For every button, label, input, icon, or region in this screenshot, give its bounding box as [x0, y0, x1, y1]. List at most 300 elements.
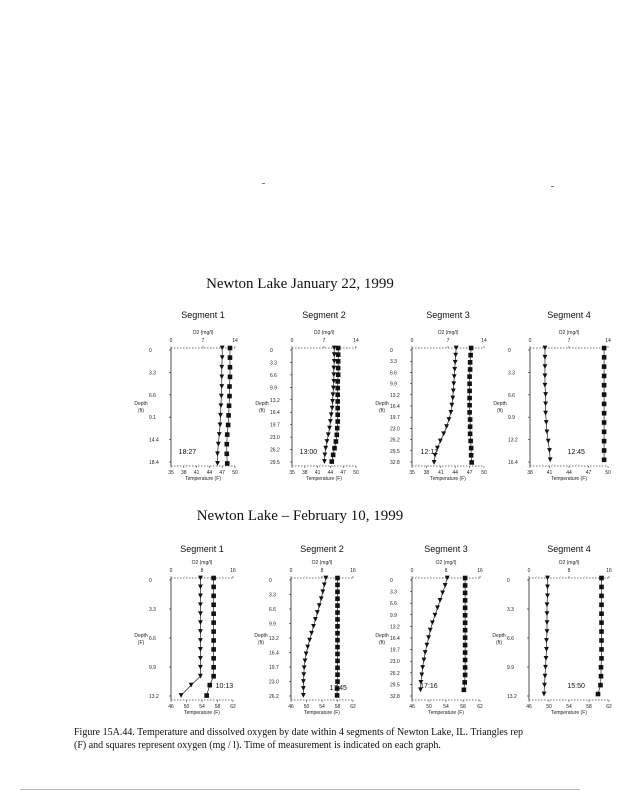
chart-2-oxygen-point-10 [335, 412, 340, 417]
chart-8-oxygen-point-2 [599, 594, 604, 599]
chart-3-temperature-point-9 [448, 410, 453, 415]
chart-3-depth-tick-label: 9.9 [390, 381, 397, 388]
chart-6-temperature-point-3 [319, 596, 324, 601]
chart-8-title: Segment 4 [547, 544, 591, 554]
chart-8-oxygen-point-5 [599, 620, 604, 625]
chart-7-temperature-point-9 [424, 643, 429, 648]
chart-3-oxygen-point-7 [467, 396, 472, 401]
chart-5-temperature-point-4 [198, 611, 203, 616]
chart-5-temperature-point-3 [198, 602, 203, 607]
chart-1-temperature-point-3 [219, 374, 224, 379]
chart-2-temperature-point-13 [326, 432, 331, 437]
chart-8-temperature-point-11 [543, 674, 548, 679]
chart-6-depth-tick-label: 19.7 [269, 665, 279, 671]
chart-1-temperature-point-5 [219, 394, 224, 399]
chart-2-time-label: 13:00 [299, 449, 318, 456]
chart-6-oxygen-point-17 [335, 693, 340, 698]
scan-mark [262, 183, 265, 184]
chart-3-oxygen-tick-label: 14 [481, 338, 487, 344]
chart-3-oxygen-point-0 [469, 346, 474, 351]
chart-4-temperature-point-10 [546, 439, 551, 444]
chart-1-depth-tick-label: 0 [149, 348, 152, 354]
chart-6-depth-tick-label: 13.2 [269, 636, 279, 642]
chart-5-temperature-point-5 [198, 620, 203, 625]
chart-5-oxygen-point-12 [207, 683, 212, 688]
chart-1-temperature-point-0 [220, 346, 225, 351]
chart-6-oxygen-tick-label: 8 [320, 568, 324, 574]
chart-8-temperature-point-1 [545, 585, 550, 590]
chart-6-temperature-point-17 [301, 693, 306, 698]
chart-3-oxygen-point-14 [469, 446, 474, 451]
chart-2-oxygen-axis-label: O2 (mg/l) [313, 330, 335, 336]
chart-4-temperature-point-5 [543, 392, 548, 397]
chart-6-temperature-point-7 [311, 624, 316, 629]
chart-6-temperature-point-16 [301, 686, 306, 691]
chart-1-temperature-point-11 [215, 451, 220, 456]
chart-6-title: Segment 2 [300, 544, 344, 554]
chart-7-oxygen-point-8 [463, 635, 468, 640]
chart-7-oxygen-tick-label: 8 [444, 568, 448, 574]
chart-5-temperature-tick-label: 58 [214, 704, 221, 710]
chart-6-depth-tick-label: 6.6 [269, 607, 276, 613]
chart-7-temperature-point-1 [443, 583, 448, 588]
chart-7-depth-tick-label: 19.7 [390, 647, 400, 654]
chart-7-temperature-tick-label: 62 [477, 704, 483, 710]
chart-2-temperature-point-15 [323, 446, 328, 451]
chart-3-oxygen-point-10 [468, 417, 473, 422]
chart-7-oxygen-point-12 [463, 665, 468, 670]
chart-7-depth-axis-unit: (ft) [378, 640, 386, 646]
chart-3-temperature-point-8 [449, 403, 454, 408]
chart-2-temperature-point-4 [331, 372, 336, 377]
chart-1-temperature-point-2 [219, 365, 224, 370]
chart-2-temperature-point-16 [322, 452, 327, 457]
chart-5-temperature-line [181, 578, 200, 696]
chart-3-oxygen-point-2 [468, 360, 473, 365]
chart-8-depth-tick-label: 9.9 [507, 665, 514, 671]
chart-5-oxygen-tick-label: 16 [230, 568, 236, 574]
chart-8-oxygen-point-6 [599, 629, 604, 634]
chart-4-temperature-axis-label: Temperature (F) [551, 476, 587, 482]
chart-7-oxygen-point-9 [463, 643, 468, 648]
chart-4-depth-tick-label: 3.3 [508, 370, 515, 377]
chart-1-temperature-point-7 [218, 413, 223, 418]
chart-8-temperature-point-9 [544, 656, 549, 661]
chart-2-title: Segment 2 [302, 310, 346, 320]
chart-6-temperature-point-12 [303, 658, 308, 663]
chart-6-oxygen-point-10 [335, 645, 340, 650]
chart-5-oxygen-point-7 [211, 638, 216, 643]
chart-1-oxygen-tick-label: 7 [201, 338, 205, 344]
chart-4-oxygen-axis-label: O2 (mg/l) [558, 330, 580, 336]
chart-4-depth-tick-label: 9.9 [508, 415, 515, 422]
chart-8-temperature-point-8 [544, 647, 549, 652]
chart-4-oxygen-tick-label: 14 [605, 338, 611, 344]
chart-8-temperature-point-5 [545, 620, 550, 625]
chart-1-temperature-tick-label: 47 [219, 470, 225, 476]
chart-4-oxygen-point-12 [602, 457, 607, 462]
chart-4-oxygen-point-1 [602, 355, 607, 360]
chart-2-temperature-point-14 [325, 439, 330, 444]
chart-2-temperature-point-7 [331, 392, 336, 397]
chart-1-depth-axis-unit: (ft) [137, 408, 145, 414]
chart-6-oxygen-tick-label: 0 [289, 568, 293, 574]
chart-2-temperature-tick-label: 41 [314, 470, 321, 476]
chart-5-depth-axis-label: Depth [134, 633, 148, 639]
chart-7-oxygen-point-14 [462, 680, 467, 685]
chart-7-temperature-point-12 [420, 665, 425, 670]
chart-5-oxygen-point-5 [211, 620, 216, 625]
chart-6-temperature-point-2 [320, 589, 325, 594]
chart-3-depth-tick-label: 6.6 [390, 370, 397, 377]
chart-6-oxygen-point-13 [335, 665, 340, 670]
caption-line-2: (F) and squares represent oxygen (mg / l). Time of measurement is indicated on each graph. [74, 740, 441, 751]
chart-1-oxygen-tick-label: 0 [169, 338, 173, 344]
chart-1-temperature-axis-label: Temperature (F) [185, 476, 221, 482]
chart-4-temperature-tick-label: 44 [566, 470, 572, 476]
chart-8-oxygen-point-12 [598, 683, 603, 688]
chart-8-temperature-tick-label: 62 [606, 704, 612, 710]
chart-8-depth-tick-label: 13.2 [507, 694, 517, 700]
chart-3-oxygen-point-15 [469, 453, 474, 458]
chart-6-depth-tick-label: 16.4 [269, 650, 279, 657]
chart-6-oxygen-point-7 [335, 624, 340, 629]
chart-8-temperature-point-13 [542, 692, 547, 697]
chart-5-oxygen-point-2 [211, 594, 216, 599]
chart-3-depth-tick-label: 3.3 [390, 359, 397, 366]
chart-6-temperature-axis-label: Temperature (F) [304, 710, 340, 716]
chart-4-oxygen-point-5 [602, 392, 607, 397]
chart-2-oxygen-point-12 [335, 426, 340, 431]
chart-8-oxygen-point-1 [599, 585, 604, 590]
chart-8-depth-tick-label: 6.6 [507, 636, 514, 642]
chart-2-temperature-tick-label: 44 [327, 470, 334, 476]
chart-5-temperature-point-9 [198, 656, 203, 661]
chart-3-oxygen-tick-label: 0 [410, 338, 414, 344]
chart-2-oxygen-point-13 [335, 433, 340, 438]
chart-2-oxygen-point-9 [335, 406, 340, 411]
chart-5-oxygen-point-6 [211, 629, 216, 634]
chart-7-temperature-tick-label: 50 [426, 704, 432, 710]
chart-2-temperature-tick-label: 47 [340, 470, 346, 476]
chart-2-temperature-point-3 [331, 366, 336, 371]
chart-1-oxygen-axis-label: O2 (mg/l) [192, 330, 214, 336]
chart-6-temperature-tick-label: 58 [334, 704, 341, 710]
chart-7-depth-tick-label: 32.8 [390, 694, 400, 700]
chart-3-time-label: 12:12 [420, 449, 439, 456]
chart-2-temperature-point-6 [331, 386, 336, 391]
chart-2-temperature-axis-label: Temperature (F) [306, 476, 342, 482]
chart-5-oxygen-point-0 [211, 576, 216, 581]
chart-7-depth-tick-label: 9.9 [390, 612, 397, 619]
chart-4-temperature-point-1 [543, 355, 548, 360]
chart-3-title: Segment 3 [426, 310, 470, 320]
chart-3-temperature-point-11 [444, 424, 449, 429]
chart-6-temperature-point-6 [313, 617, 318, 622]
chart-4-oxygen-tick-label: 7 [567, 338, 571, 344]
chart-2-temperature-point-17 [322, 459, 327, 464]
chart-6-oxygen-point-14 [335, 672, 340, 677]
chart-2-oxygen-point-17 [329, 459, 334, 464]
chart-5-temperature-point-6 [198, 629, 203, 634]
chart-6-oxygen-point-5 [335, 610, 340, 615]
chart-1-temperature-point-10 [216, 442, 221, 447]
chart-4-temperature-tick-label: 50 [605, 470, 611, 476]
chart-1-oxygen-point-3 [228, 375, 233, 380]
chart-7-title: Segment 3 [424, 544, 468, 554]
chart-1-depth-tick-label: 9.1 [149, 415, 156, 422]
chart-6-time-label: 17:45 [329, 685, 347, 692]
chart-1-temperature-tick-label: 50 [232, 470, 238, 476]
chart-5-title: Segment 1 [180, 544, 224, 554]
chart-3-depth-tick-label: 29.5 [390, 448, 400, 455]
chart-5-temperature-tick-label: 54 [199, 704, 205, 710]
chart-2-depth-axis-unit: (ft) [258, 408, 266, 414]
chart-3-temperature-point-12 [441, 431, 446, 436]
chart-6-oxygen-point-15 [335, 679, 340, 684]
chart-3-depth-tick-label: 23.0 [390, 426, 400, 433]
chart-8-temperature-point-6 [545, 629, 550, 634]
chart-8-time-label: 15:50 [567, 683, 585, 690]
chart-7-temperature-point-3 [438, 598, 443, 603]
chart-2-temperature-tick-label: 50 [353, 470, 359, 476]
chart-2-depth-tick-label: 9.9 [270, 385, 277, 392]
chart-7-oxygen-axis-label: O2 (mg/l) [435, 560, 457, 566]
chart-7-temperature-point-13 [419, 673, 424, 678]
chart-4-temperature-point-8 [544, 420, 549, 425]
chart-4-depth-axis-unit: (ft) [496, 408, 504, 414]
chart-3-temperature-point-6 [451, 389, 456, 394]
chart-2-depth-tick-label: 0 [270, 348, 273, 354]
chart-7-oxygen-point-2 [463, 591, 468, 596]
chart-1-depth-tick-label: 6.6 [149, 392, 156, 399]
chart-8-temperature-point-4 [545, 611, 550, 616]
chart-4-depth-tick-label: 13.2 [508, 437, 518, 444]
chart-5-oxygen-point-3 [211, 602, 216, 607]
chart-6-temperature-point-11 [304, 652, 309, 657]
chart-7-depth-axis-label: Depth [375, 633, 389, 639]
chart-1-temperature-point-6 [219, 403, 224, 408]
chart-8-oxygen-point-10 [599, 665, 604, 670]
chart-4-temperature-tick-label: 38 [527, 470, 533, 476]
chart-5-oxygen-point-4 [211, 611, 216, 616]
chart-6-oxygen-point-12 [335, 659, 340, 664]
chart-6-depth-tick-label: 9.9 [269, 621, 276, 628]
chart-8-temperature-point-7 [544, 638, 549, 643]
chart-3-temperature-point-2 [453, 360, 458, 365]
chart-8-temperature-point-2 [545, 593, 550, 598]
chart-6-temperature-tick-label: 62 [350, 704, 356, 710]
chart-7-time-label: 17:16 [420, 683, 438, 690]
chart-7-depth-tick-label: 3.3 [390, 589, 397, 596]
chart-8-depth-axis-label: Depth [492, 633, 506, 639]
chart-2-oxygen-point-15 [332, 446, 337, 451]
chart-6-depth-tick-label: 23.0 [269, 679, 279, 686]
chart-4-oxygen-point-4 [602, 383, 607, 388]
chart-5-temperature-point-2 [198, 593, 203, 598]
chart-3-temperature-tick-label: 47 [466, 470, 473, 476]
chart-1-depth-tick-label: 14.4 [149, 437, 159, 444]
chart-6-depth-tick-label: 0 [269, 578, 272, 584]
chart-2-oxygen-tick-label: 0 [290, 338, 294, 344]
chart-2-depth-tick-label: 13.2 [270, 397, 280, 404]
chart-5-temperature-tick-label: 50 [183, 704, 190, 710]
chart-6-oxygen-point-2 [335, 590, 340, 595]
chart-3-oxygen-point-11 [468, 424, 473, 429]
chart-7-oxygen-point-7 [463, 628, 468, 633]
chart-3-temperature-axis-label: Temperature (F) [430, 476, 466, 482]
chart-5-oxygen-tick-label: 0 [169, 568, 173, 574]
chart-8-oxygen-point-9 [599, 656, 604, 661]
chart-3-oxygen-point-13 [468, 439, 473, 444]
chart-8-temperature-point-12 [542, 683, 547, 688]
chart-8-temperature-tick-label: 54 [566, 704, 572, 710]
chart-5-depth-axis-unit: (F) [137, 640, 145, 646]
chart-7-temperature-line [421, 578, 448, 690]
chart-3-depth-axis-label: Depth [375, 401, 389, 407]
chart-5-depth-tick-label: 6.6 [149, 636, 156, 642]
chart-1-depth-tick-label: 18.4 [149, 460, 159, 466]
chart-3-oxygen-point-3 [468, 367, 473, 372]
chart-3-depth-tick-label: 13.2 [390, 392, 400, 399]
chart-1-title: Segment 1 [181, 310, 225, 320]
chart-1-oxygen-point-5 [227, 394, 232, 399]
chart-3-temperature-point-16 [432, 460, 437, 465]
chart-3-oxygen-axis-label: O2 (mg/l) [437, 330, 459, 336]
chart-5-oxygen-tick-label: 8 [200, 568, 204, 574]
chart-3-temperature-tick-label: 35 [409, 470, 415, 476]
chart-4-depth-axis-label: Depth [493, 401, 507, 407]
chart-5-temperature-point-7 [198, 638, 203, 643]
chart-7-oxygen-point-1 [463, 583, 468, 588]
chart-6-oxygen-point-6 [335, 617, 340, 622]
chart-4-title: Segment 4 [547, 310, 591, 320]
chart-2-oxygen-point-7 [335, 392, 340, 397]
chart-6-oxygen-point-3 [335, 596, 340, 601]
chart-3-oxygen-point-16 [469, 460, 474, 465]
chart-6-oxygen-point-1 [335, 583, 340, 588]
chart-1-temperature-tick-label: 38 [181, 470, 187, 476]
chart-6-temperature-tick-label: 54 [319, 704, 325, 710]
chart-6-oxygen-point-8 [335, 631, 340, 636]
chart-7-temperature-point-5 [433, 613, 438, 618]
chart-8-oxygen-point-0 [599, 576, 604, 581]
chart-1-oxygen-point-4 [227, 384, 232, 389]
chart-7-oxygen-point-3 [463, 598, 468, 603]
chart-2-temperature-point-10 [329, 412, 334, 417]
chart-7-temperature-point-7 [428, 628, 433, 633]
chart-4-depth-tick-label: 0 [508, 348, 511, 354]
chart-1-temperature-point-1 [220, 355, 225, 360]
chart-7-temperature-axis-label: Temperature (F) [428, 710, 464, 716]
chart-1-oxygen-point-6 [227, 403, 232, 408]
chart-1-oxygen-point-9 [225, 432, 230, 437]
chart-3-temperature-point-3 [452, 367, 457, 372]
scan-mark [551, 186, 554, 187]
chart-7-temperature-tick-label: 46 [409, 704, 415, 710]
chart-3-depth-tick-label: 16.4 [390, 404, 400, 410]
scan-mark [20, 789, 580, 790]
chart-7-oxygen-point-5 [463, 613, 468, 618]
chart-6-temperature-point-15 [301, 679, 306, 684]
chart-1-temperature-point-9 [217, 432, 222, 437]
chart-4-oxygen-point-8 [602, 420, 607, 425]
chart-5-oxygen-point-1 [211, 585, 216, 590]
chart-8-temperature-tick-label: 50 [546, 704, 552, 710]
chart-4-temperature-point-7 [543, 411, 548, 416]
chart-4-temperature-point-9 [545, 429, 550, 434]
chart-6-depth-tick-label: 26.2 [269, 694, 279, 700]
chart-2-depth-tick-label: 16.4 [270, 410, 280, 417]
chart-3-temperature-point-4 [452, 374, 457, 379]
chart-1-oxygen-point-11 [224, 452, 229, 457]
chart-8-depth-tick-label: 3.3 [507, 607, 514, 613]
chart-1-depth-axis-label: Depth [134, 401, 148, 407]
chart-6-temperature-tick-label: 50 [303, 704, 310, 710]
chart-3-temperature-point-10 [447, 417, 452, 422]
chart-2-oxygen-point-14 [334, 439, 339, 444]
chart-2-oxygen-point-3 [336, 366, 341, 371]
chart-8-temperature-tick-label: 46 [526, 704, 532, 710]
chart-2-temperature-line [324, 348, 334, 462]
chart-6-depth-axis-label: Depth [254, 633, 268, 639]
chart-4-temperature-point-12 [548, 457, 553, 462]
chart-6-oxygen-point-4 [335, 603, 340, 608]
chart-4-depth-tick-label: 16.4 [508, 460, 518, 466]
chart-4-temperature-point-2 [543, 364, 548, 369]
chart-5-temperature-point-8 [198, 647, 203, 652]
chart-7-temperature-point-6 [430, 620, 435, 625]
chart-2-oxygen-line [332, 348, 338, 462]
chart-6-oxygen-point-0 [335, 576, 340, 581]
chart-6-temperature-point-1 [322, 583, 327, 588]
chart-1-temperature-point-8 [218, 423, 223, 428]
chart-8-oxygen-point-11 [599, 674, 604, 679]
chart-6-oxygen-point-11 [335, 652, 340, 657]
chart-8-oxygen-tick-label: 0 [527, 568, 531, 574]
chart-3-depth-axis-unit: (ft) [378, 408, 386, 414]
chart-1-oxygen-point-7 [226, 413, 231, 418]
chart-7-oxygen-tick-label: 16 [477, 568, 483, 574]
chart-7-oxygen-tick-label: 0 [410, 568, 414, 574]
chart-4-oxygen-point-0 [602, 346, 607, 351]
chart-2-depth-tick-label: 26.2 [270, 447, 280, 454]
chart-5-depth-tick-label: 13.2 [149, 694, 159, 700]
chart-5-oxygen-point-10 [211, 665, 216, 670]
chart-6-temperature-point-14 [301, 672, 306, 677]
chart-1-temperature-tick-label: 44 [206, 470, 213, 476]
chart-6-temperature-point-8 [309, 631, 314, 636]
chart-3-oxygen-point-9 [467, 410, 472, 415]
chart-1-temperature-tick-label: 35 [168, 470, 174, 476]
chart-2-temperature-point-9 [330, 406, 335, 411]
chart-1-oxygen-point-2 [228, 365, 233, 370]
chart-7-depth-tick-label: 23.0 [390, 659, 400, 666]
chart-6-temperature-point-9 [307, 638, 312, 643]
chart-7-depth-tick-label: 29.5 [390, 682, 400, 689]
chart-7-oxygen-point-11 [463, 658, 468, 663]
chart-5-oxygen-point-9 [211, 656, 216, 661]
chart-5-temperature-point-13 [179, 693, 184, 698]
chart-8-oxygen-point-13 [596, 692, 601, 697]
chart-2-temperature-point-11 [328, 419, 333, 424]
chart-8-oxygen-tick-label: 8 [567, 568, 571, 574]
chart-4-temperature-point-6 [543, 401, 548, 406]
chart-3-temperature-point-13 [438, 439, 443, 444]
chart-3-oxygen-point-1 [468, 353, 473, 358]
chart-5-oxygen-point-11 [211, 674, 216, 679]
chart-8-temperature-axis-label: Temperature (F) [551, 710, 587, 716]
